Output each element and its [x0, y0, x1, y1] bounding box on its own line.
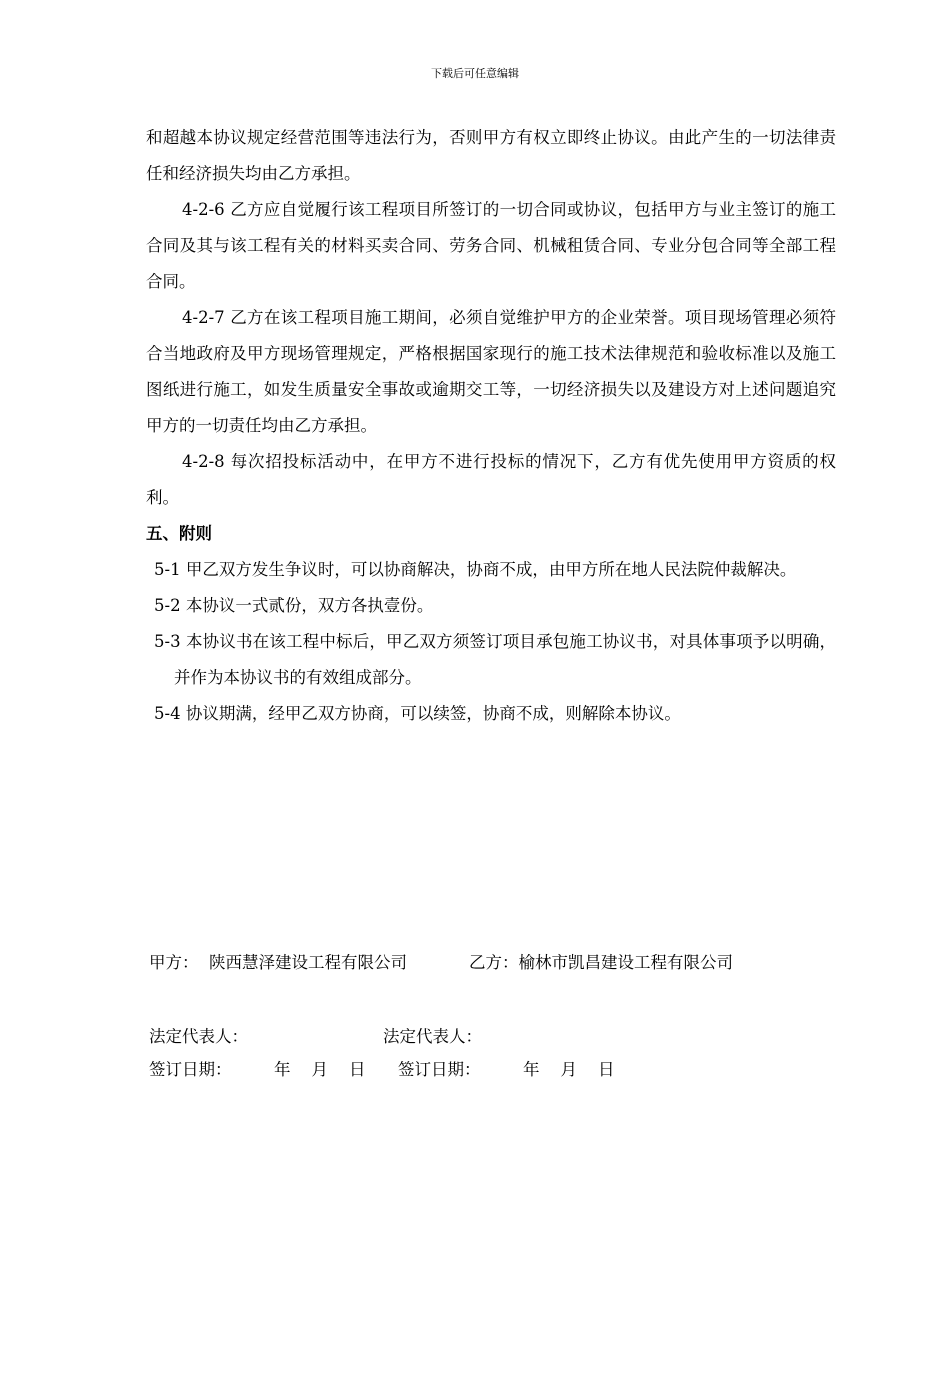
party-b-sign-date-fields: 年 月 日 [523, 1060, 615, 1079]
party-a-label: 甲方： 陕西慧泽建设工程有限公司 [149, 953, 407, 972]
article-5-3: 5-3 本协议书在该工程中标后，甲乙双方须签订项目承包施工协议书，对具体事项予以明确，并作为本协议书的有效组成部分。 [154, 632, 836, 687]
signature-block [149, 945, 849, 1377]
document-body [146, 120, 836, 732]
clause-4-2-7: 4-2-7 乙方在该工程项目施工期间，必须自觉维护甲方的企业荣誉。项目现场管理必须符合当地政府及甲方现场管理规定，严格根据国家现行的施工技术法律规范和验收标准以及施工图纸进行施工，如发生质量安全事故或逾期交工等，一切经济损失以及建设方对上述问题追究甲方的一切责任均由乙方承担。 [146, 308, 836, 435]
section-title-appendix: 五、附则 [146, 524, 212, 543]
party-a-representative: 法定代表人： [149, 1027, 248, 1046]
article-5-2: 5-2 本协议一式贰份，双方各执壹份。 [154, 596, 434, 615]
party-a-sign-date-label: 签订日期： [149, 1060, 232, 1079]
article-5-1: 5-1 甲乙双方发生争议时，可以协商解决，协商不成，由甲方所在地人民法院仲裁解决。 [154, 560, 797, 579]
header-note: 下载后可任意编辑 [431, 67, 519, 80]
clause-4-2-6: 4-2-6 乙方应自觉履行该工程项目所签订的一切合同或协议，包括甲方与业主签订的施工合同及其与该工程有关的材料买卖合同、劳务合同、机械租赁合同、专业分包合同等全部工程合同。 [146, 200, 836, 291]
party-b-label: 乙方：榆林市凯昌建设工程有限公司 [469, 953, 733, 972]
party-b-representative: 法定代表人： [383, 1027, 482, 1046]
party-a-sign-date-fields: 年 月 日 [274, 1060, 366, 1079]
party-b-sign-date-label: 签订日期： [398, 1060, 481, 1079]
article-5-4: 5-4 协议期满，经甲乙双方协商，可以续签，协商不成，则解除本协议。 [154, 704, 681, 723]
clause-4-2-8: 4-2-8 每次招投标活动中，在甲方不进行投标的情况下，乙方有优先使用甲方资质的权利。 [146, 452, 836, 507]
paragraph-continuation: 和超越本协议规定经营范围等违法行为，否则甲方有权立即终止协议。由此产生的一切法律责任和经济损失均由乙方承担。 [146, 128, 836, 183]
